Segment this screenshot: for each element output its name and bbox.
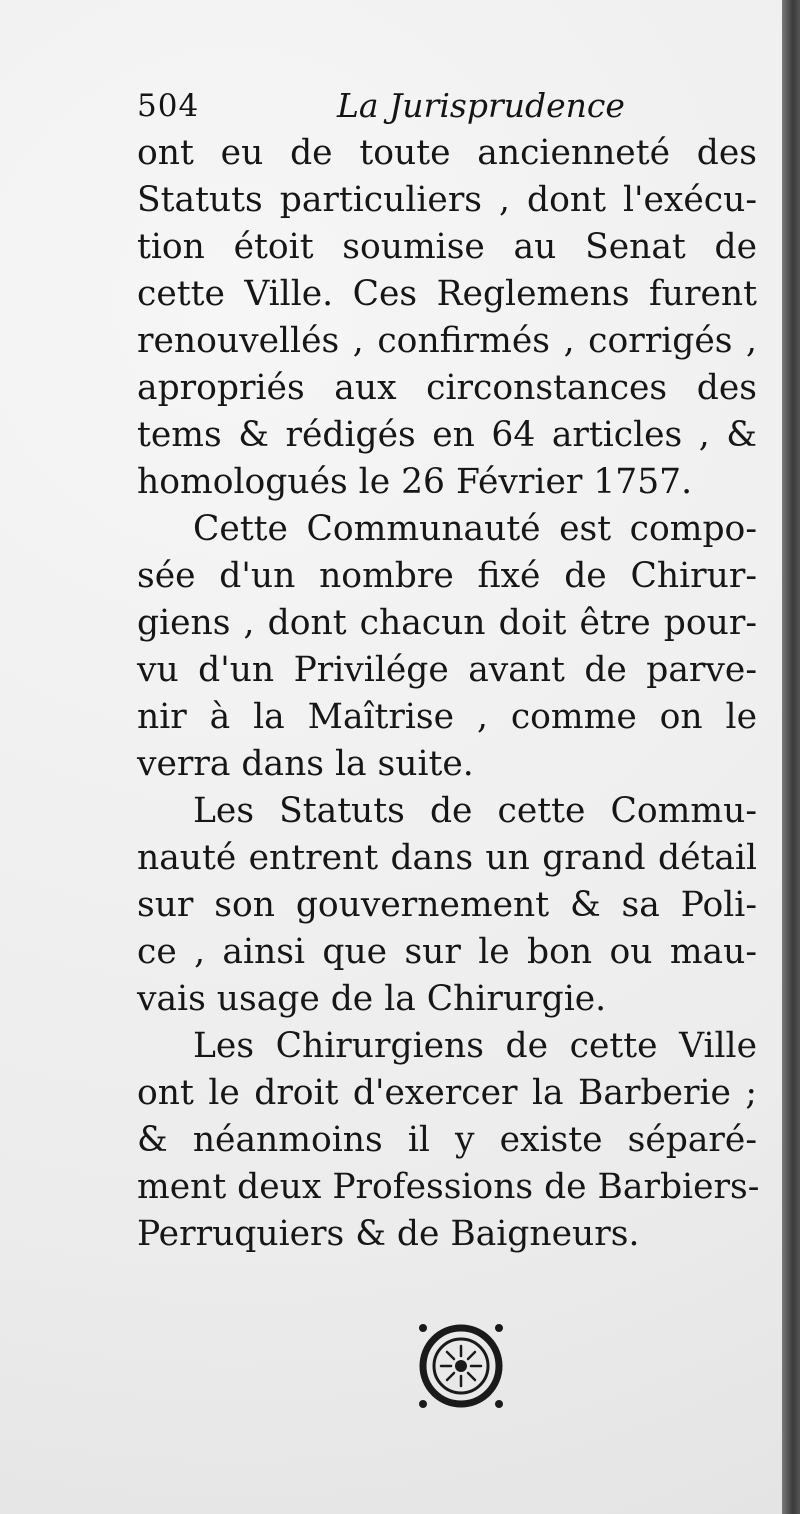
page-header xyxy=(137,82,737,132)
text-line: giens , dont chacun doit être pour- xyxy=(137,603,757,643)
text-line: Perruquiers & de Baigneurs. xyxy=(137,1214,640,1254)
paragraph-start-line: Cette Communauté est compo- xyxy=(193,509,757,549)
text-line: nir à la Maîtrise , comme on le xyxy=(137,697,757,737)
page-number: 504 xyxy=(137,88,200,124)
text-line: sée d'un nombre fixé de Chirur- xyxy=(137,556,757,596)
text-line: ont le droit d'exercer la Barberie ; xyxy=(137,1073,757,1113)
text-line: vu d'un Privilége avant de parve- xyxy=(137,650,757,690)
running-head: La Jurisprudence xyxy=(337,86,625,125)
paragraph-start-line: Les Statuts de cette Commu- xyxy=(193,791,757,831)
text-line: & néanmoins il y existe séparé- xyxy=(137,1120,757,1160)
text-line: cette Ville. Ces Reglemens furent xyxy=(137,274,757,314)
text-line: tion étoit soumise au Senat de xyxy=(137,227,757,267)
text-line: ment deux Professions de Barbiers- xyxy=(137,1167,760,1207)
fleuron-ornament-icon xyxy=(415,1320,507,1412)
text-line: renouvellés , confirmés , corrigés , xyxy=(137,321,757,361)
text-line: sur son gouvernement & sa Poli- xyxy=(137,885,757,925)
text-line: tems & rédigés en 64 articles , & xyxy=(137,415,757,455)
text-line: homologués le 26 Février 1757. xyxy=(137,462,693,502)
text-line: vais usage de la Chirurgie. xyxy=(137,979,607,1019)
body-text xyxy=(137,130,760,1258)
text-line: verra dans la suite. xyxy=(137,744,474,784)
page-gutter-shadow xyxy=(782,0,800,1514)
text-line: apropriés aux circonstances des xyxy=(137,368,757,408)
text-line: ce , ainsi que sur le bon ou mau- xyxy=(137,932,757,972)
text-line: ont eu de toute ancienneté des xyxy=(137,133,757,173)
text-line: Statuts particuliers , dont l'exécu- xyxy=(137,180,757,220)
text-line: nauté entrent dans un grand détail xyxy=(137,838,757,878)
paragraph-start-line: Les Chirurgiens de cette Ville xyxy=(193,1026,757,1066)
